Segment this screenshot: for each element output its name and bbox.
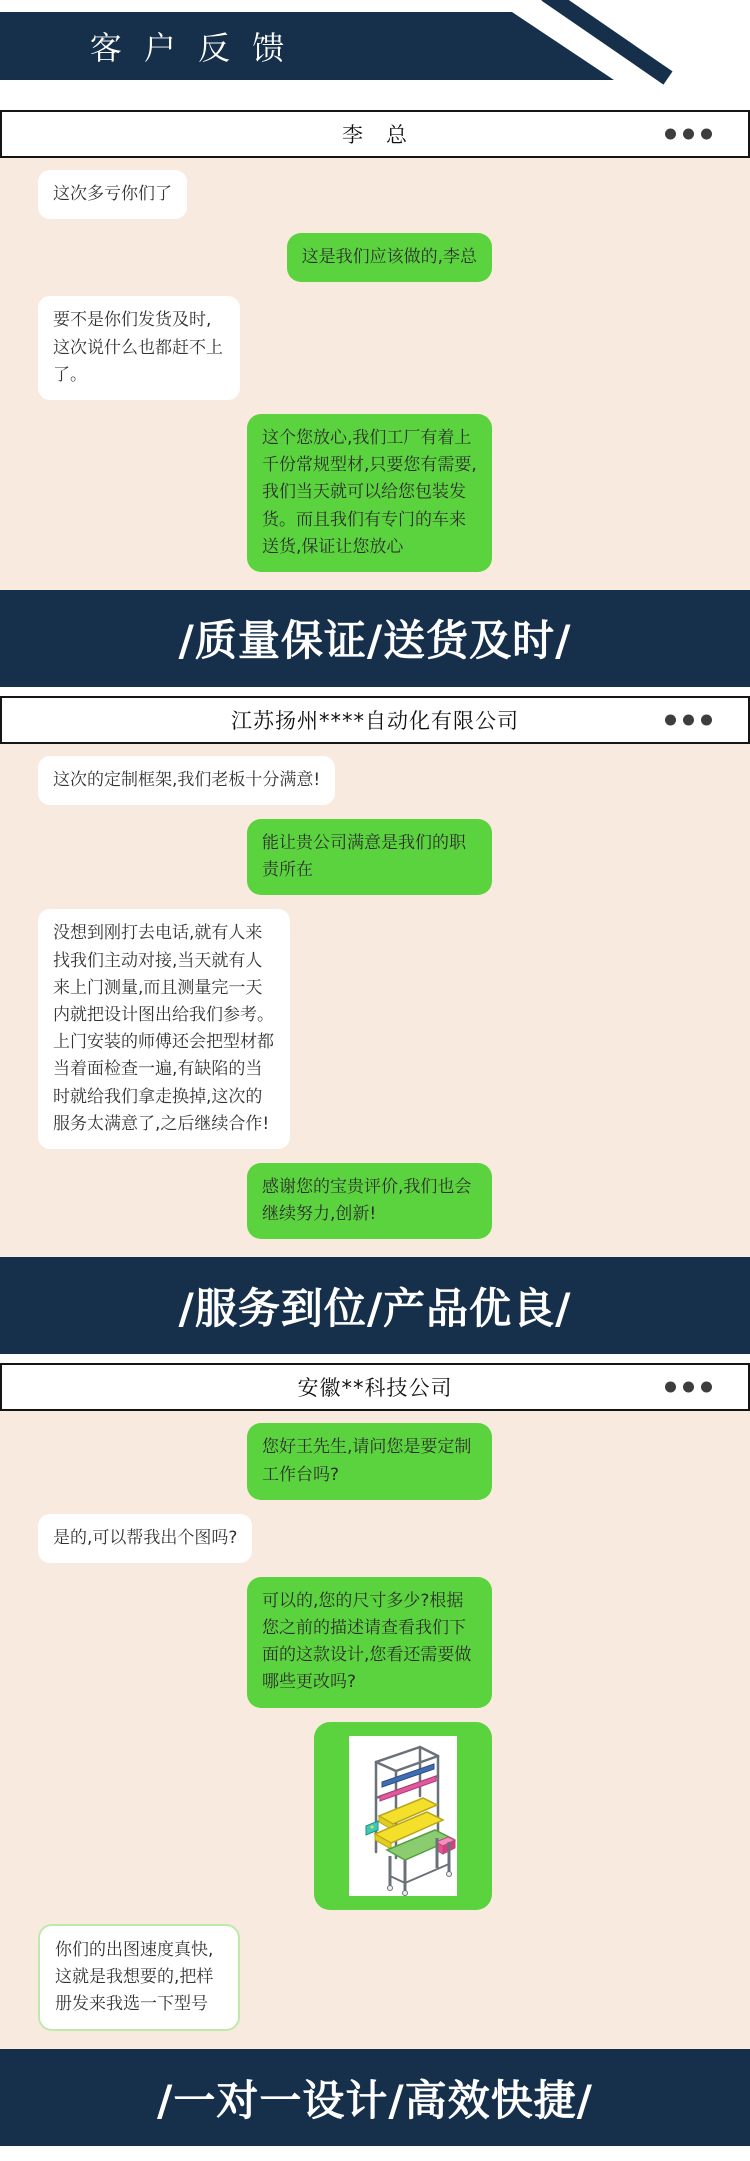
- message-row: [0, 819, 750, 895]
- chat-section: [0, 110, 750, 687]
- chat-window-header: [0, 110, 750, 158]
- chat-body: [0, 744, 750, 1257]
- more-menu-icon[interactable]: [665, 1382, 712, 1393]
- section-banner: /服务到位/产品优良/: [0, 1257, 750, 1354]
- message-row: [0, 1722, 750, 1910]
- chat-body: [0, 1411, 750, 2049]
- more-menu-icon[interactable]: [665, 129, 712, 140]
- message-bubble: 没想到刚打去电话,就有人来找我们主动对接,当天就有人来上门测量,而且测量完一天内就把设计图出给我们参考。上门安装的师傅还会把型材都当着面检查一遍,有缺陷的当时就给我们拿走换掉,这次的服务太满意了,之后继续合作!: [38, 909, 290, 1149]
- image-message-bubble[interactable]: [314, 1722, 492, 1910]
- message-bubble: 这个您放心,我们工厂有着上千份常规型材,只要您有需要,我们当天就可以给您包装发货。而且我们有专门的车来送货,保证让您放心: [247, 414, 492, 572]
- page-header: [0, 0, 750, 92]
- message-bubble: 是的,可以帮我出个图吗?: [38, 1514, 252, 1563]
- message-row: [0, 756, 750, 805]
- message-bubble: 这次多亏你们了: [38, 170, 187, 219]
- message-bubble: 你们的出图速度真快,这就是我想要的,把样册发来我选一下型号: [38, 1924, 240, 2032]
- chat-title: 安徽**科技公司: [297, 1376, 453, 1401]
- workbench-design-image: [349, 1736, 457, 1896]
- more-menu-icon[interactable]: [665, 714, 712, 725]
- message-row: [0, 296, 750, 400]
- message-bubble: 感谢您的宝贵评价,我们也会继续努力,创新!: [247, 1163, 492, 1239]
- message-row: [0, 170, 750, 219]
- message-row: [0, 1577, 750, 1708]
- message-bubble: 这是我们应该做的,李总: [287, 233, 492, 282]
- section-banner: /质量保证/送货及时/: [0, 590, 750, 687]
- message-bubble: 要不是你们发货及时,这次说什么也都赶不上了。: [38, 296, 240, 400]
- section-banner: /一对一设计/高效快捷/: [0, 2049, 750, 2146]
- message-row: [0, 1924, 750, 2032]
- chat-title: 李 总: [342, 123, 408, 147]
- message-bubble: 能让贵公司满意是我们的职责所在: [247, 819, 492, 895]
- chat-window-header: [0, 1363, 750, 1411]
- message-bubble: 可以的,您的尺寸多少?根据您之前的描述请查看我们下面的这款设计,您看还需要做哪些更改吗?: [247, 1577, 492, 1708]
- message-row: [0, 1163, 750, 1239]
- message-row: [0, 1423, 750, 1499]
- chat-window-header: [0, 696, 750, 744]
- message-row: [0, 1514, 750, 1563]
- page-title: 客 户 反 馈: [89, 29, 291, 67]
- chat-section: [0, 696, 750, 1354]
- chat-title: 江苏扬州****自动化有限公司: [231, 708, 519, 733]
- chat-section: [0, 1363, 750, 2146]
- message-row: [0, 909, 750, 1149]
- chat-body: [0, 158, 750, 590]
- message-row: [0, 233, 750, 282]
- message-bubble: 您好王先生,请问您是要定制工作台吗?: [247, 1423, 492, 1499]
- message-row: [0, 414, 750, 572]
- message-bubble: 这次的定制框架,我们老板十分满意!: [38, 756, 335, 805]
- chat-sections-container: [0, 110, 750, 2146]
